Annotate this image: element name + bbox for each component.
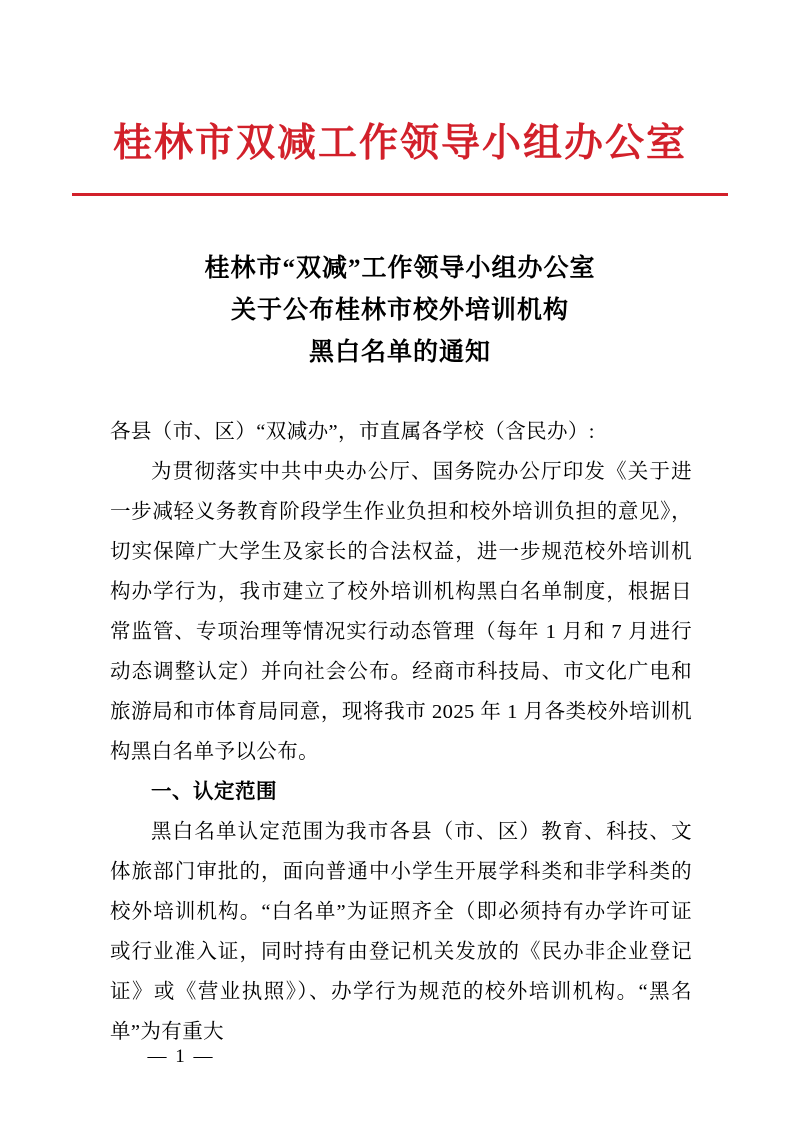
document-title-line-1: 桂林市“双减”工作领导小组办公室: [204, 255, 596, 282]
section-paragraph-1: 黑白名单认定范围为我市各县（市、区）教育、科技、文体旅部门审批的，面向普通中小学生开展学科类和非学科类的校外培训机构。“白名单”为证照齐全（即必须持有办学许可证或行业准入证，同时持有由登记机关发放的《民办非企业登记证》或《营业执照》）、办学行为规范的校外培训机构。“黑名单”为有重大: [110, 821, 692, 1043]
letterhead: [72, 120, 728, 196]
page-number: [0, 1046, 800, 1068]
section-heading-1: 一、认定范围: [151, 780, 277, 803]
document-title-line-2: 关于公布桂林市校外培训机构: [230, 297, 569, 324]
salutation: 各县（市、区）“双减办”，市直属各学校（含民办）:: [110, 421, 595, 443]
body-paragraph-1: 为贯彻落实中共中央办公厅、国务院办公厅印发《关于进一步减轻义务教育阶段学生作业负担和校外培训负担的意见》，切实保障广大学生及家长的合法权益，进一步规范校外培训机构办学行为，我市建立了校外培训机构黑白名单制度，根据日常监管、专项治理等情况实行动态管理（每年 1 月和 7 月进行动态调整认定）并向社会公布。经商市科技局、市文化广电和旅游局和市体育局同意，现将我市 2025 年 1 月各类校外培训机构黑白名单予以公布。: [110, 461, 692, 763]
page-number-text: — 1 —: [147, 1046, 215, 1067]
document-body: [110, 412, 692, 1052]
letterhead-title: 桂林市双减工作领导小组办公室: [112, 122, 687, 165]
letterhead-divider: [72, 193, 728, 196]
document-title-line-3: 黑白名单的通知: [308, 339, 491, 366]
document-title: [120, 248, 680, 374]
